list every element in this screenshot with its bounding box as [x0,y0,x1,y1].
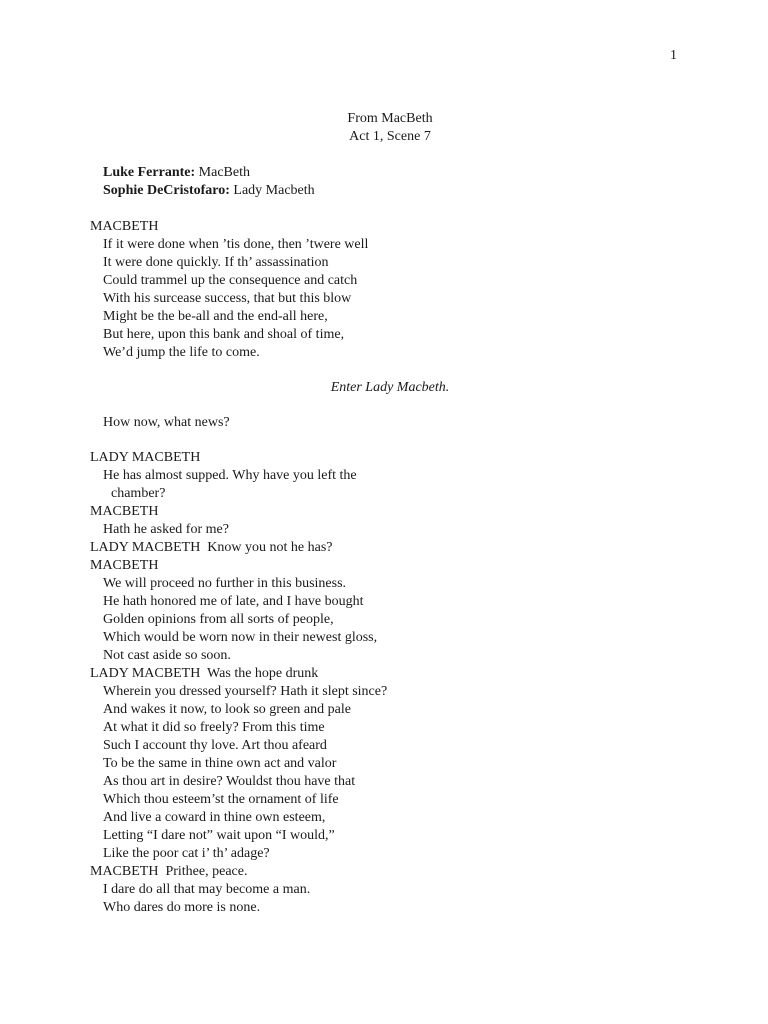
actor-name: Luke Ferrante: [103,165,196,180]
actor-name: Sophie DeCristofaro: [103,183,230,198]
document-title: From MacBeth [347,111,433,126]
verse-line: Not cast aside so soon. [103,648,231,663]
speaker-line: LADY MACBETH Know you not he has? [90,540,333,555]
verse-line: We will proceed no further in this business. [103,576,347,591]
verse-line: How now, what news? [103,415,230,430]
verse-line: If it were done when ’tis done, then ’twere well [103,237,369,252]
speaker-name: MACBETH [90,504,159,519]
cast-list [103,164,315,200]
role-name: MacBeth [198,165,250,180]
verse-line: He has almost supped. Why have you left the [103,468,357,483]
verse-line: With his surcease success, that but this blow [103,291,352,306]
verse-line: At what it did so freely? From this time [103,720,325,735]
verse-line-continuation: chamber? [111,486,166,501]
verse-line: Hath he asked for me? [103,522,229,537]
verse-line: Wherein you dressed yourself? Hath it slept since? [103,684,388,699]
verse-line: As thou art in desire? Wouldst thou have that [103,774,356,789]
speaker-line: LADY MACBETH Was the hope drunk [90,666,319,681]
speaker-name: LADY MACBETH [90,450,201,465]
verse-line: Which thou esteem’st the ornament of life [103,792,339,807]
speaker-name: MACBETH [90,219,159,234]
verse-line: And wakes it now, to look so green and pale [103,702,351,717]
role-name: Lady Macbeth [233,183,315,198]
script-body [90,218,710,917]
verse-line: Who dares do more is none. [103,900,261,915]
verse-line: He hath honored me of late, and I have bought [103,594,364,609]
verse-line: And live a coward in thine own esteem, [103,810,326,825]
verse-line: Letting “I dare not” wait upon “I would,” [103,828,335,843]
verse-line: Such I account thy love. Art thou afeard [103,738,327,753]
title-block [0,110,768,146]
verse-line: But here, upon this bank and shoal of time, [103,327,345,342]
verse-line: Golden opinions from all sorts of people, [103,612,334,627]
stage-direction: Enter Lady Macbeth. [330,380,450,395]
cast-entry [103,182,315,200]
verse-line: Might be the be-all and the end-all here, [103,309,328,324]
verse-line: I dare do all that may become a man. [103,882,311,897]
verse-line: It were done quickly. If th’ assassination [103,255,329,270]
cast-entry [103,164,315,182]
verse-line: We’d jump the life to come. [103,345,260,360]
verse-line: Could trammel up the consequence and catch [103,273,358,288]
verse-line: Which would be worn now in their newest gloss, [103,630,378,645]
verse-line: Like the poor cat i’ th’ adage? [103,846,270,861]
act-scene-heading: Act 1, Scene 7 [349,129,431,144]
speaker-name: MACBETH [90,558,159,573]
page-number: 1 [670,48,677,63]
speaker-line: MACBETH Prithee, peace. [90,864,248,879]
verse-line: To be the same in thine own act and valor [103,756,337,771]
